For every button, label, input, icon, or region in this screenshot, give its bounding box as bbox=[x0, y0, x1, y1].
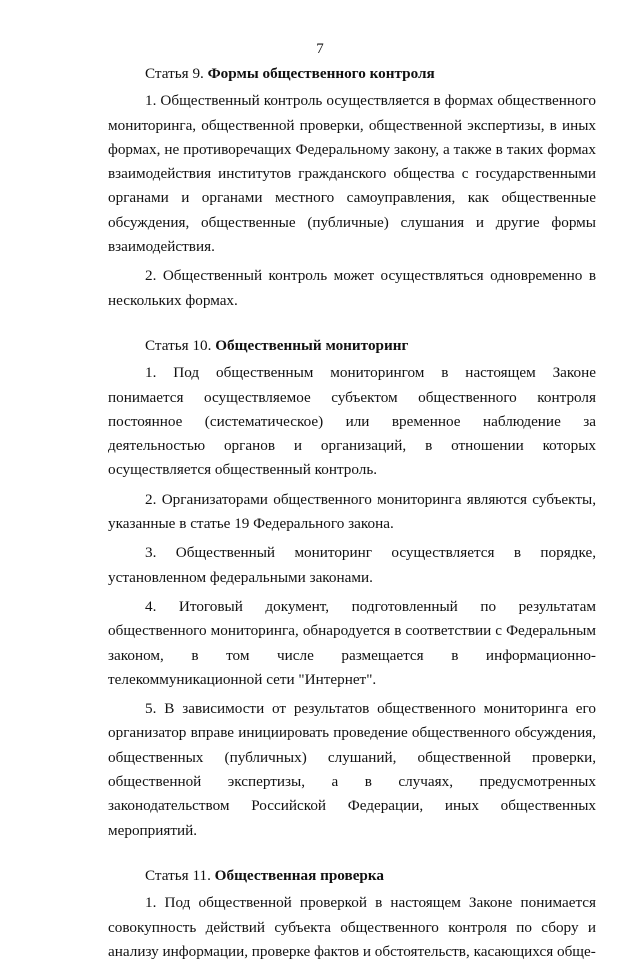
article-11 bbox=[108, 864, 596, 964]
article-paragraph: 1. Общественный контроль осуществляется в формах общественного мониторинга, общественной проверки, общественной экспертизы, в иных формах, не противоречащих Федеральному закону, а также в таких формах взаимодействия институтов гражданского общества с государственными органами и органами местного самоуправления, как общественные обсуждения, общественные (публичные) слушания и другие формы взаимодействия. bbox=[108, 92, 596, 256]
article-heading bbox=[108, 62, 596, 86]
page-number: 7 bbox=[316, 41, 324, 57]
article-label: Статья 9. bbox=[145, 65, 204, 82]
article-title: Общественный мониторинг bbox=[215, 336, 409, 354]
article-paragraph: 5. В зависимости от результатов общественного мониторинга его организатор вправе инициировать проведение общественного обсуждения, общественных (публичных) слушаний, общественной проверки, общественной экспертизы, а в случаях, предусмотренных законодательством Российской Федерации, иных общественных мероприятий. bbox=[108, 700, 596, 839]
article-heading bbox=[108, 864, 596, 888]
article-paragraph: 3. Общественный мониторинг осуществляется в порядке, установленном федеральными законами. bbox=[108, 544, 596, 586]
article-heading bbox=[108, 334, 596, 358]
article-title: Общественная проверка bbox=[214, 866, 384, 884]
document-body bbox=[108, 62, 596, 964]
article-label: Статья 11. bbox=[145, 866, 211, 884]
article-paragraph: 2. Общественный контроль может осуществляться одновременно в нескольких формах. bbox=[108, 267, 596, 309]
article-label: Статья 10. bbox=[145, 336, 212, 354]
article-10 bbox=[108, 334, 596, 843]
article-paragraph: 2. Организаторами общественного мониторинга являются субъекты, указанные в статье 19 Федерального закона. bbox=[108, 490, 596, 533]
article-9 bbox=[108, 62, 596, 313]
article-paragraph: 4. Итоговый документ, подготовленный по результатам общественного мониторинга, обнародуется в соответствии с Федеральным законом, в том числе размещается в информационно-телекоммуникационной сети "Интернет". bbox=[108, 597, 596, 688]
article-paragraph: 1. Под общественным мониторингом в настоящем Законе понимается осуществляемое субъектом общественного контроля постоянное (систематическое) или временное наблюдение за деятельностью органов и организаций, в отношении которых осуществляется общественный контроль. bbox=[108, 364, 596, 479]
article-paragraph: 1. Под общественной проверкой в настоящем Законе понимается совокупность действий субъекта общественного контроля по сбору и анализу информации, проверке фактов и обстоятельств, касающихся обще- bbox=[108, 894, 596, 960]
article-title: Формы общественного контроля bbox=[207, 65, 435, 82]
